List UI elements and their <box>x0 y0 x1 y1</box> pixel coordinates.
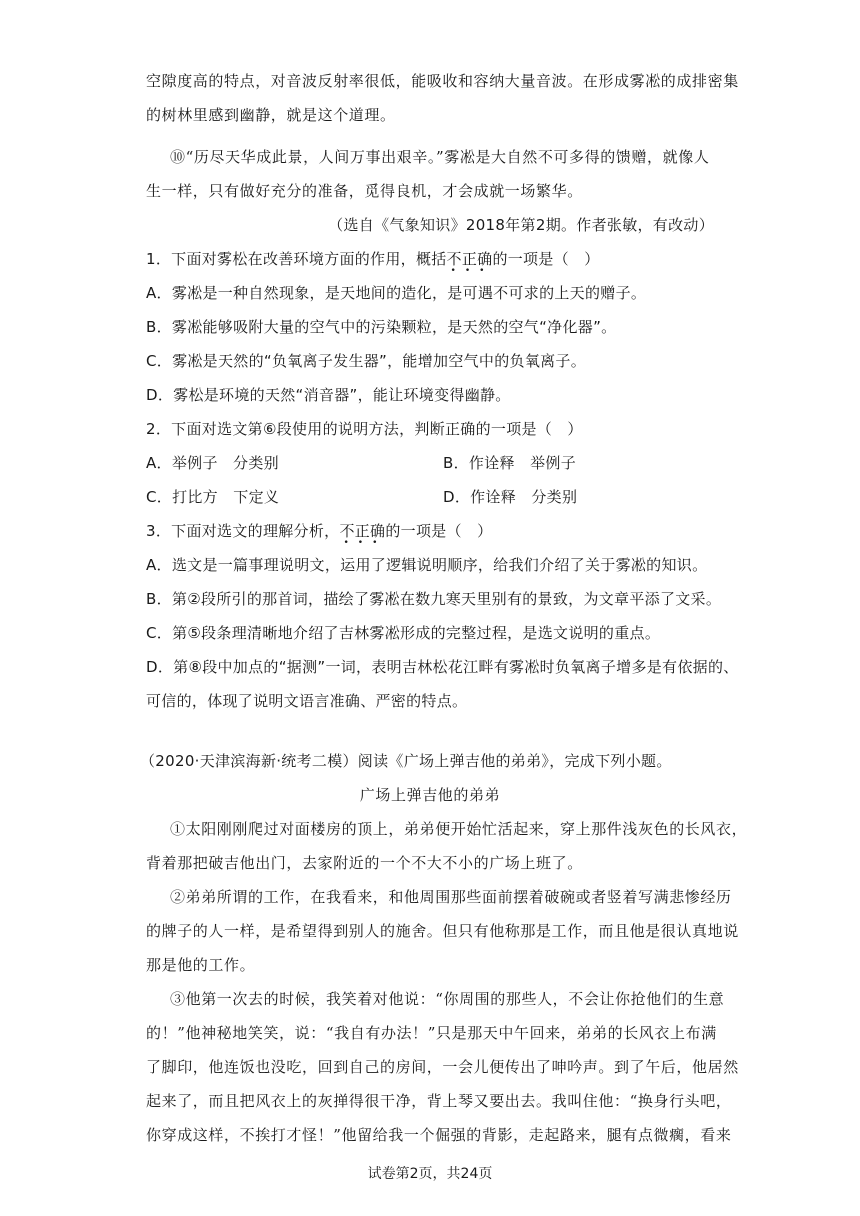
article-title: 广场上弹吉他的弟弟 <box>359 786 501 804</box>
question-1-option-c: C．雾凇是天然的“负氧离子发生器”，能增加空气中的负氧离子。 <box>146 352 587 370</box>
passage-p9-line1: 空隙度高的特点，对音波反射率很低，能吸收和容纳大量音波。在形成雾凇的成排密集 <box>146 72 739 90</box>
article-line: ①太阳刚刚爬过对面楼房的顶上，弟弟便开始忙活起来，穿上那件浅灰色的长风衣， <box>170 820 748 838</box>
question-3-option-d: D．第⑧段中加点的“据测”一词，表明吉林松花江畔有雾凇时负氧离子增多是有依据的、 <box>146 658 739 676</box>
article-line: ③他第一次去的时候，我笑着对他说：“你周围的那些人，不会让你抢他们的生意 <box>170 990 725 1008</box>
passage-p10-line2: 生一样，只有做好充分的准备，觅得良机，才会成就一场繁华。 <box>146 182 583 200</box>
question-1-stem <box>146 248 716 276</box>
article-line: 起来了，而且把风衣上的灰掸得很干净，背上琴又要出去。我叫住他：“换身行头吧， <box>146 1092 732 1110</box>
question-3-stem-pre: 3．下面对选文的理解分析， <box>146 522 340 540</box>
question-3-option-a: A．选文是一篇事理说明文，运用了逻辑说明顺序，给我们介绍了关于雾凇的知识。 <box>146 556 708 574</box>
article-line: 的！”他神秘地笑笑，说：“我自有办法！”只是那天中午回来，弟弟的长风衣上布满 <box>146 1024 717 1042</box>
article-line: ②弟弟所谓的工作，在我看来，和他周围那些面前摆着破碗或者竖着写满悲惨经历 <box>170 888 732 906</box>
article-line: 那是他的工作。 <box>146 956 256 974</box>
question-1-option-a: A．雾凇是一种自然现象，是天地间的造化，是可遇不可求的上天的赠子。 <box>146 284 647 302</box>
article-line: 了脚印，他连饭也没吃，回到自己的房间，一会儿便传出了呻吟声。到了午后，他居然 <box>146 1058 739 1076</box>
section-intro: （2020·天津滨海新·统考二模）阅读《广场上弹吉他的弟弟》，完成下列小题。 <box>140 752 672 770</box>
question-1-emphasis-text: 不正确 <box>446 250 493 268</box>
emphasis-dots: ••• <box>450 266 494 276</box>
question-3-stem-post: 的一项是（ ） <box>385 522 493 540</box>
question-1-emphasis <box>446 250 494 276</box>
question-3-emphasis-text: 不正确 <box>339 522 386 540</box>
question-3-stem <box>146 520 716 548</box>
question-2-option-b: B．作诠释 举例子 <box>443 454 576 472</box>
emphasis-dots: ••• <box>343 538 387 548</box>
question-1-stem-pre: 1．下面对雾松在改善环境方面的作用，概括 <box>146 250 447 268</box>
question-2-option-d: D．作诠释 分类别 <box>443 488 578 506</box>
page-footer: 试卷第2页，共24页 <box>367 1166 493 1182</box>
passage-source: （选自《气象知识》2018年第2期。作者张敏，有改动） <box>328 216 714 234</box>
article-line: 你穿成这样，不挨打才怪！”他留给我一个倔强的背影，走起路来，腿有点微瘸，看来 <box>146 1126 732 1144</box>
article-line: 背着那把破吉他出门，去家附近的一个不大不小的广场上班了。 <box>146 854 583 872</box>
question-3-option-b: B．第②段所引的那首词，描绘了雾凇在数九寒天里别有的景致，为文章平添了文采。 <box>146 590 722 608</box>
question-1-stem-post: 的一项是（ ） <box>492 250 600 268</box>
question-3-option-d-cont: 可信的，体现了说明文语言准确、严密的特点。 <box>146 692 468 710</box>
question-2-option-a: A．举例子 分类别 <box>146 454 279 472</box>
question-3-option-c: C．第⑤段条理清晰地介绍了吉林雾凇形成的完整过程，是选文说明的重点。 <box>146 624 661 642</box>
passage-p9-line2: 的树林里感到幽静，就是这个道理。 <box>146 106 396 124</box>
question-1-option-b: B．雾凇能够吸附大量的空气中的污染颗粒，是天然的空气“净化器”。 <box>146 318 617 336</box>
question-2-stem: 2．下面对选文第⑥段使用的说明方法，判断正确的一项是（ ） <box>146 420 583 438</box>
passage-p10-line1: ⑩“历尽天华成此景，人间万事出艰辛。”雾凇是大自然不可多得的馈赠，就像人 <box>170 148 710 166</box>
article-line: 的牌子的人一样，是希望得到别人的施舍。但只有他称那是工作，而且他是很认真地说 <box>146 922 739 940</box>
question-1-option-d: D．雾松是环境的天然“消音器”，能让环境变得幽静。 <box>146 386 511 404</box>
question-2-option-c: C．打比方 下定义 <box>146 488 280 506</box>
question-3-emphasis <box>339 522 387 548</box>
